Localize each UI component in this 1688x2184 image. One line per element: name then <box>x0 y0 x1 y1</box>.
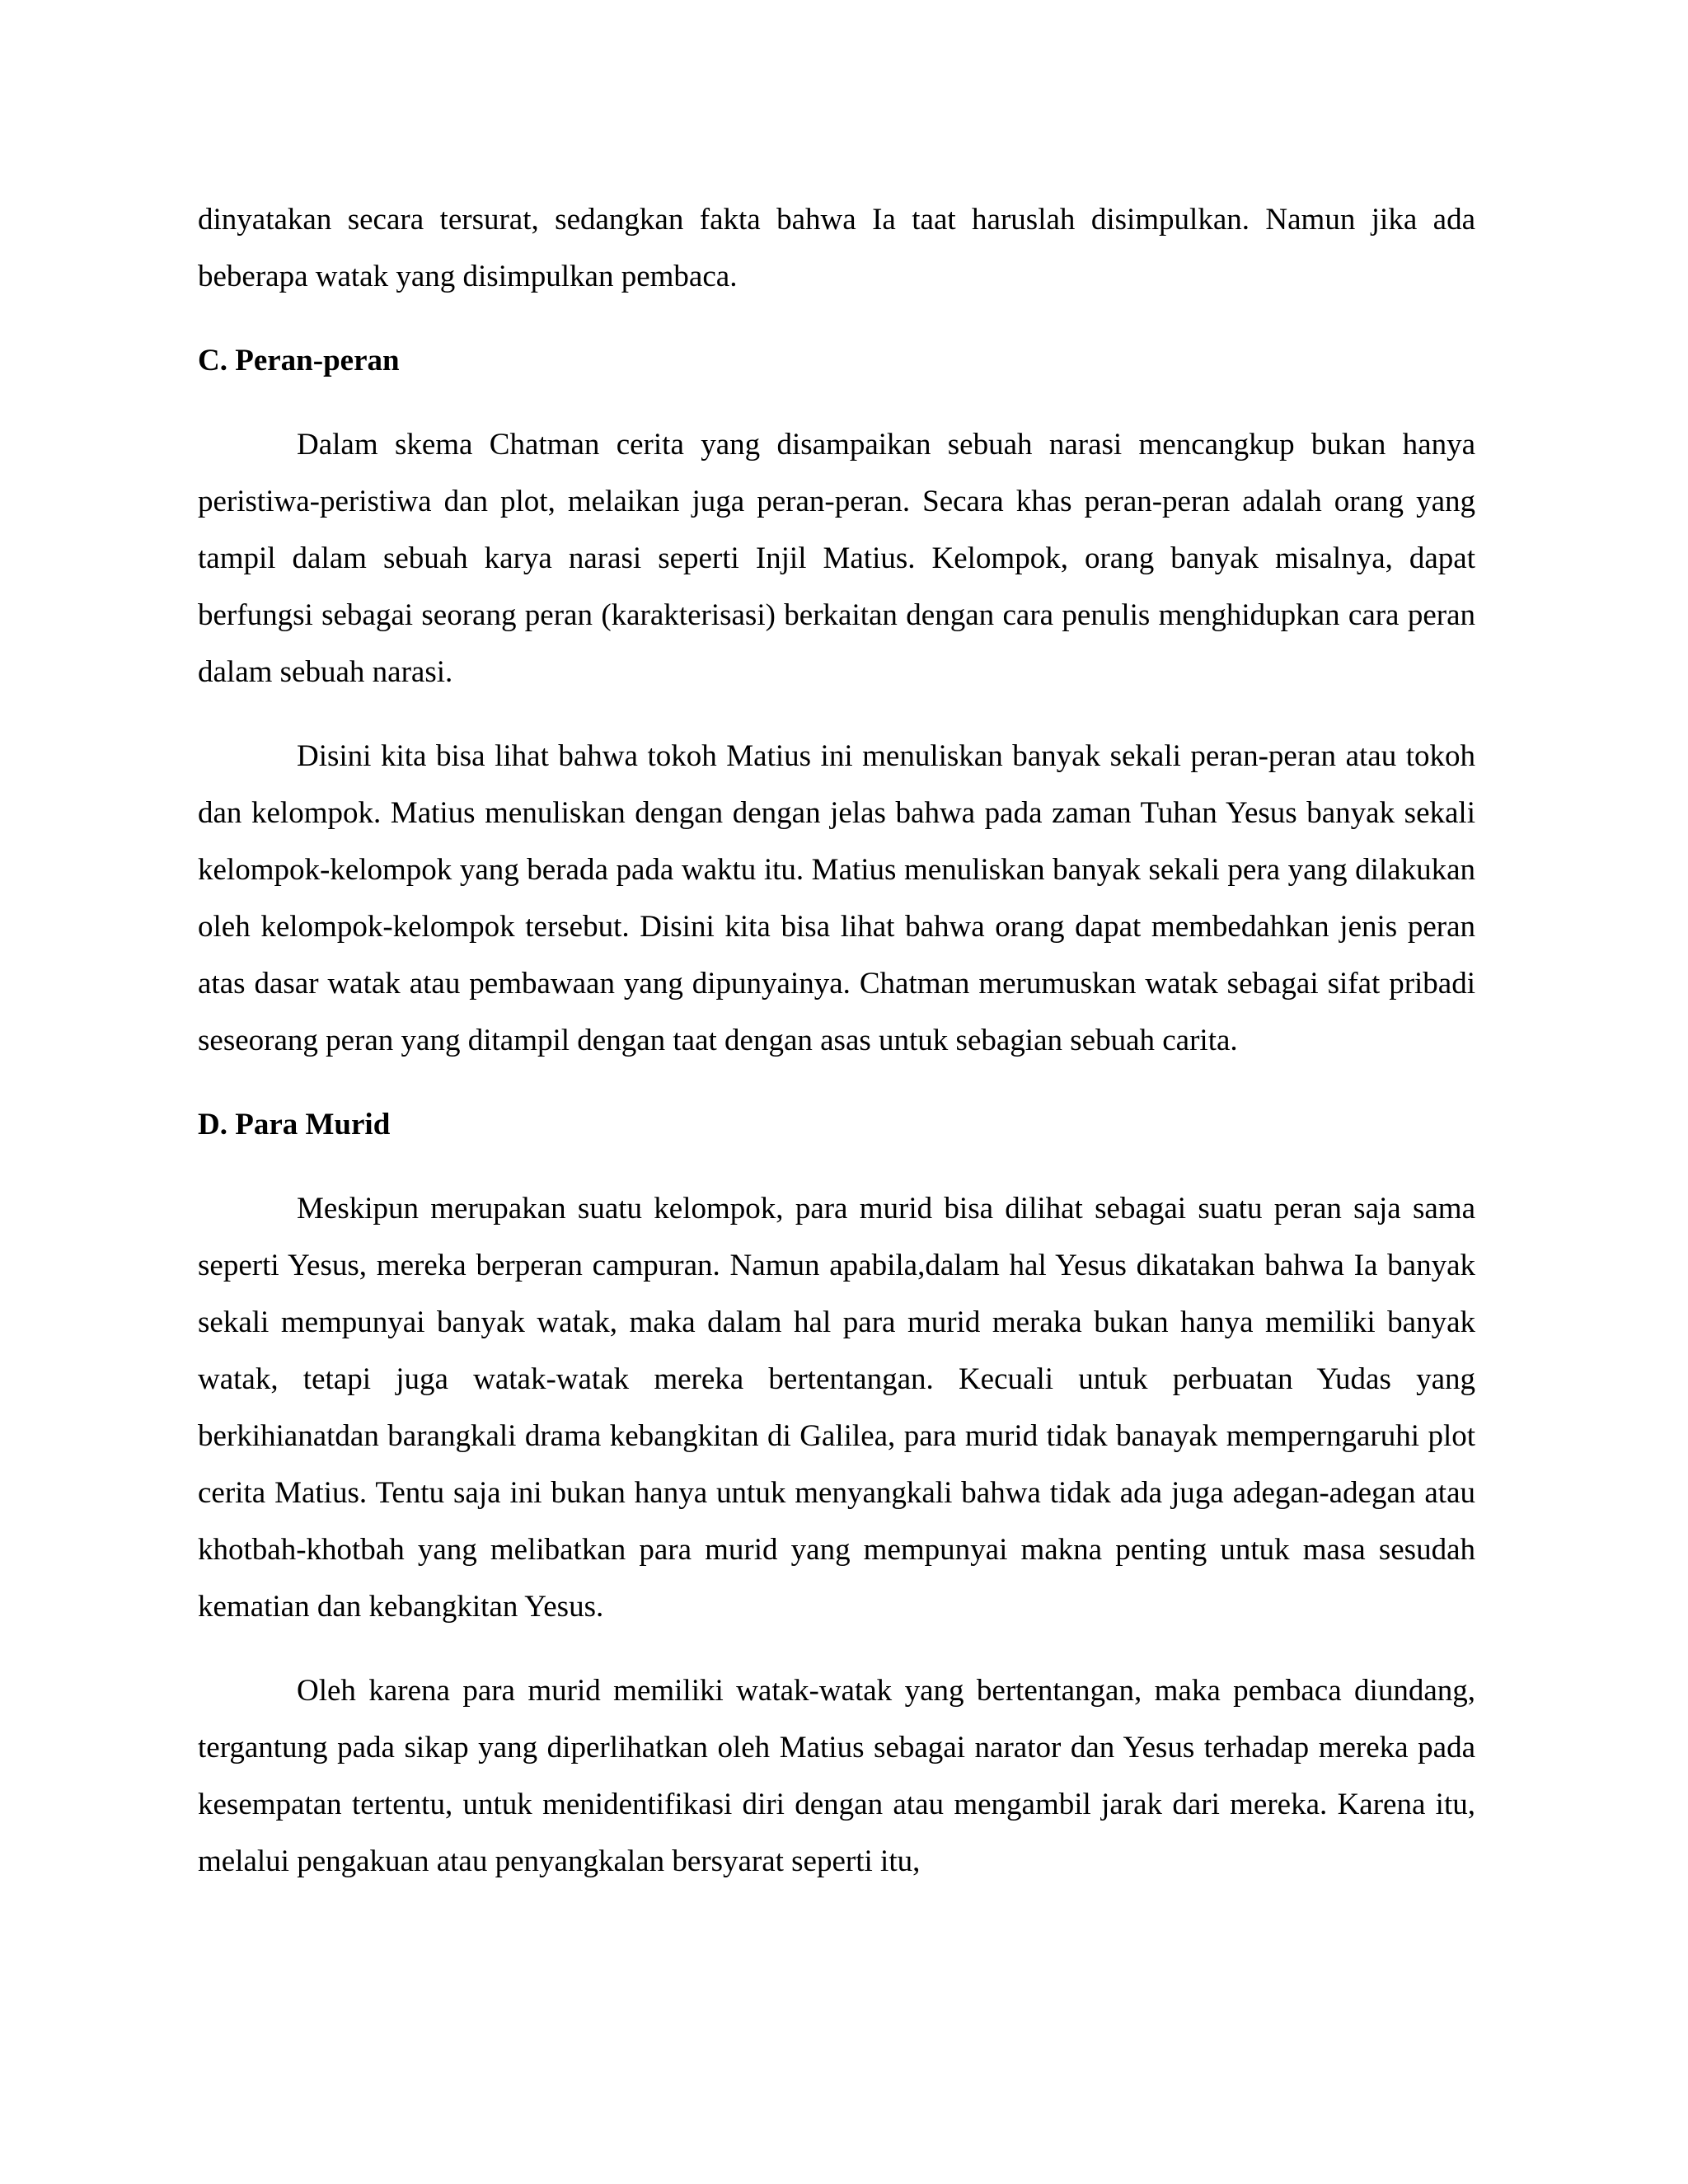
section-heading-d: D. Para Murid <box>198 1108 391 1141</box>
paragraph-d-2: Oleh karena para murid memiliki watak-watak yang bertentangan, maka pembaca diundang, tergantung pada sikap yang diperlihatkan oleh Matius sebagai narator dan Yesus terhadap mereka pada kesempatan tertentu, untuk menidentifikasi diri dengan atau mengambil jarak dari mereka. Karena itu, melalui pengakuan atau penyangkalan bersyarat seperti itu, <box>198 1674 1475 1878</box>
paragraph-d-1: Meskipun merupakan suatu kelompok, para murid bisa dilihat sebagai suatu peran saja sama seperti Yesus, mereka berperan campuran. Namun apabila,dalam hal Yesus dikatakan bahwa Ia banyak sekali mempunyai banyak watak, maka dalam hal para murid meraka bukan hanya memiliki banyak watak, tetapi juga watak-watak mereka bertentangan. Kecuali untuk perbuatan Yudas yang berkihianatdan barangkali drama kebangkitan di Galilea, para murid tidak banayak memperngaruhi plot cerita Matius. Tentu saja ini bukan hanya untuk menyangkali bahwa tidak ada juga adegan-adegan atau khotbah-khotbah yang melibatkan para murid yang mempunyai makna penting untuk masa sesudah kematian dan kebangkitan Yesus. <box>198 1192 1475 1624</box>
text-column <box>198 191 1475 1917</box>
section-heading-c: C. Peran-peran <box>198 344 400 377</box>
paragraph-continuation: dinyatakan secara tersurat, sedangkan fakta bahwa Ia taat haruslah disimpulkan. Namun jika ada beberapa watak yang disimpulkan pembaca. <box>198 203 1475 293</box>
paragraph-c-2: Disini kita bisa lihat bahwa tokoh Matius ini menuliskan banyak sekali peran-peran atau tokoh dan kelompok. Matius menuliskan dengan dengan jelas bahwa pada zaman Tuhan Yesus banyak sekali kelompok-kelompok yang berada pada waktu itu. Matius menuliskan banyak sekali pera yang dilakukan oleh kelompok-kelompok tersebut. Disini kita bisa lihat bahwa orang dapat membedahkan jenis peran atas dasar watak atau pembawaan yang dipunyainya. Chatman merumuskan watak sebagai sifat pribadi seseorang peran yang ditampil dengan taat dengan asas untuk sebagian sebuah carita. <box>198 739 1475 1057</box>
paragraph-c-1: Dalam skema Chatman cerita yang disampaikan sebuah narasi mencangkup bukan hanya peristiwa-peristiwa dan plot, melaikan juga peran-peran. Secara khas peran-peran adalah orang yang tampil dalam sebuah karya narasi seperti Injil Matius. Kelompok, orang banyak misalnya, dapat berfungsi sebagai seorang peran (karakterisasi) berkaitan dengan cara penulis menghidupkan cara peran dalam sebuah narasi. <box>198 428 1475 689</box>
